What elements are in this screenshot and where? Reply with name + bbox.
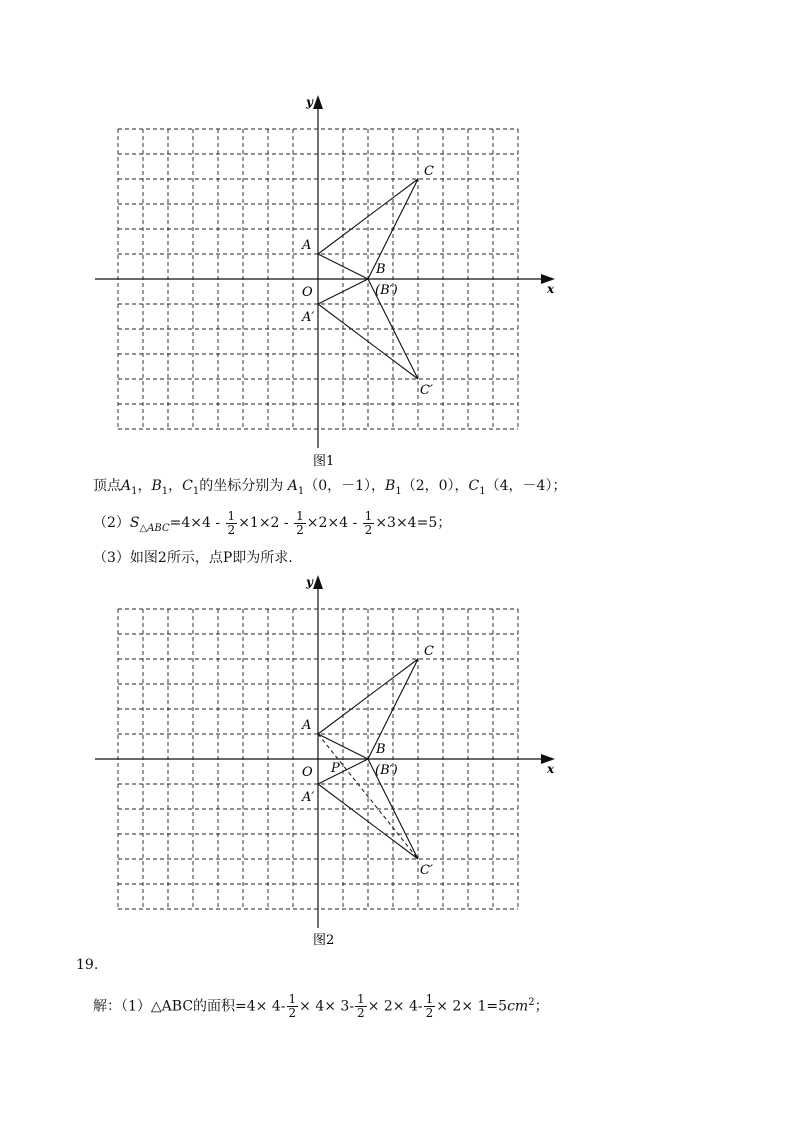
x-axis-label: x (547, 282, 555, 296)
coord-c1: （4，－4）； (485, 478, 567, 494)
label-c: C (424, 164, 434, 179)
fraction: $\frac{1}{2}$ (227, 508, 236, 537)
label-a: A (302, 238, 312, 253)
eq-part: =4×4 - (169, 515, 221, 531)
sub: 1 (131, 485, 138, 497)
sub: 1 (161, 485, 169, 497)
coord-b1: （2，0）， (401, 478, 469, 494)
figure-1 (0, 90, 794, 470)
unit: cm (507, 998, 529, 1015)
text-c1: C (468, 478, 480, 494)
eq-part: × 2× 1=5 (436, 998, 508, 1015)
fraction: $\frac{1}{2}$ (296, 508, 304, 537)
label-p: P (331, 761, 340, 776)
text-line-4 (93, 988, 549, 1022)
text-line-2 (93, 508, 451, 544)
question-number: 19. (76, 957, 99, 973)
coord-a1: （0，－1）， (304, 478, 386, 494)
label-c1: C′ (420, 383, 433, 398)
label-b1: (B′) (375, 283, 398, 298)
text-b1: B (385, 478, 396, 494)
eq-part: × 2× 4- (367, 998, 423, 1015)
label-a1: A′ (302, 790, 315, 805)
label-a1: A′ (302, 310, 315, 325)
figure-caption: 图2 (313, 933, 335, 948)
figure-2 (0, 570, 794, 950)
figure-caption: 图1 (313, 454, 335, 469)
label-a: A (302, 718, 312, 733)
area-symbol: S (129, 515, 140, 531)
text-b1: B (151, 478, 162, 494)
eq-part: × 4× 3- (299, 998, 355, 1015)
sub: 1 (395, 485, 402, 497)
text-coords-label: 的坐标分别为 (199, 478, 284, 494)
label-b: B (376, 742, 386, 757)
text-c1: C (182, 478, 193, 494)
label-c1: C′ (420, 863, 433, 878)
y-axis-label: y (306, 575, 313, 589)
text-vertex: 顶点 (93, 478, 121, 494)
eq-end: ； (534, 998, 549, 1015)
fraction: $\frac{1}{2}$ (425, 992, 434, 1021)
eq-part: ×1×2 - (238, 515, 289, 531)
eq-part: ×3×4=5； (375, 515, 452, 531)
eq-part: ×2×4 - (306, 515, 358, 531)
label-origin: O (302, 285, 313, 300)
fraction: $\frac{1}{2}$ (364, 508, 373, 537)
sub: 1 (192, 485, 200, 497)
label-b: B (376, 262, 386, 277)
sub: 1 (479, 485, 486, 497)
y-axis-arrow (313, 575, 323, 589)
area-subscript: △ABC (139, 522, 170, 534)
text-a1: A (287, 478, 298, 494)
y-axis-arrow (313, 95, 323, 109)
label-b1: (B′) (375, 763, 398, 778)
x-axis-label: x (547, 762, 555, 776)
label-origin: O (302, 765, 313, 780)
text-line-1: 顶点$A_1$，$B_1$，$C_1$的坐标分别为 $A_1(0$，－1），$B_1(2$，0），$C_1(4$，－4）； (93, 478, 567, 497)
fraction: $\frac{1}{2}$ (288, 992, 297, 1021)
y-axis-label: y (306, 95, 313, 109)
sub: 1 (297, 485, 305, 497)
label-c: C (424, 644, 434, 659)
eq-part: 解：（1）△ABC的面积=4× 4- (93, 998, 286, 1015)
text-a1: A (121, 478, 132, 494)
unit-exponent: 2 (528, 997, 535, 1008)
text-line-3: （3）如图2所示，点P即为所求. (93, 550, 293, 566)
part-2: （2） (93, 515, 130, 531)
fraction: $\frac{1}{2}$ (357, 992, 365, 1021)
